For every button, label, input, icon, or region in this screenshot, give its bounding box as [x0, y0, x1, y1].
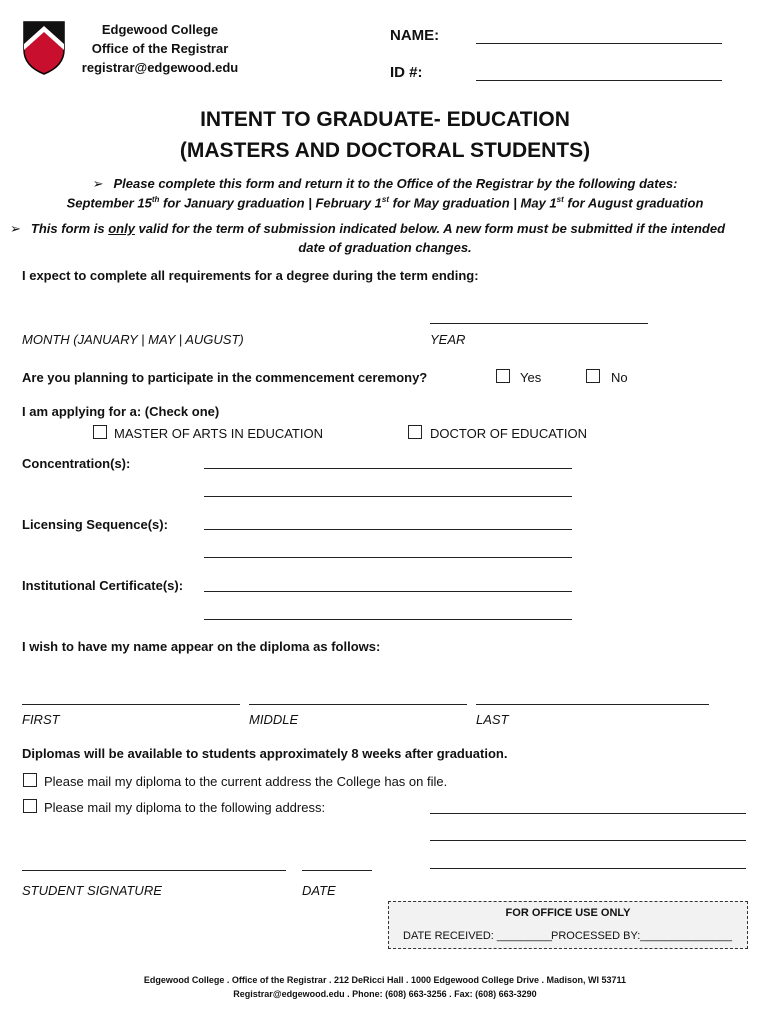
year-field[interactable] [430, 323, 648, 324]
mail-following-checkbox[interactable] [23, 799, 37, 813]
no-label: No [611, 370, 628, 385]
instruction-2: ➢ This form is only valid for the term of submission indicated below. A new form must be submitted if the intended [10, 221, 726, 236]
concentration-field-2[interactable] [204, 496, 572, 497]
processed-by-field[interactable]: PROCESSED BY:_______________ [551, 930, 733, 942]
first-name-field[interactable] [22, 704, 240, 705]
arrow-bullet-icon: ➢ [10, 221, 21, 236]
office-email: registrar@edgewood.edu [81, 60, 239, 75]
diploma-availability: Diplomas will be available to students approximately 8 weeks after graduation. [22, 746, 508, 761]
arrow-bullet-icon: ➢ [92, 176, 104, 191]
no-checkbox[interactable] [586, 369, 600, 383]
concentration-field-1[interactable] [204, 468, 572, 469]
footer-contact: Registrar@edgewood.edu . Phone: (608) 663-3256 . Fax: (608) 663-3290 [233, 989, 537, 999]
yes-checkbox[interactable] [496, 369, 510, 383]
address-field-2[interactable] [430, 840, 746, 841]
signature-field[interactable] [22, 870, 286, 871]
address-field-1[interactable] [430, 813, 746, 814]
last-name-field[interactable] [476, 704, 709, 705]
doctorate-checkbox[interactable] [408, 425, 422, 439]
licensing-field-2[interactable] [204, 557, 572, 558]
form-subtitle: (MASTERS AND DOCTORAL STUDENTS) [179, 139, 591, 162]
masters-checkbox[interactable] [93, 425, 107, 439]
office-use-box [388, 901, 748, 949]
office-name: Office of the Registrar [91, 41, 229, 56]
date-label: DATE [302, 883, 336, 898]
college-name: Edgewood College [101, 22, 219, 37]
footer-address: Edgewood College . Office of the Registrar . 212 DeRicci Hall . 1000 Edgewood College Drive . Madison, WI 53711 [143, 975, 627, 985]
signature-label: STUDENT SIGNATURE [22, 883, 162, 898]
doctorate-label: DOCTOR OF EDUCATION [430, 426, 587, 441]
certificate-field-2[interactable] [204, 619, 572, 620]
mail-current-checkbox[interactable] [23, 773, 37, 787]
instruction-dates: September 15th for January graduation | February 1st for May graduation | May 1st for August graduation [66, 195, 704, 211]
term-prompt: I expect to complete all requirements for a degree during the term ending: [22, 268, 479, 283]
certificate-field-1[interactable] [204, 591, 572, 592]
licensing-label: Licensing Sequence(s): [22, 517, 168, 532]
id-field[interactable] [476, 80, 722, 81]
id-label: ID #: [390, 64, 423, 81]
date-field[interactable] [302, 870, 372, 871]
address-field-3[interactable] [430, 868, 746, 869]
middle-name-field[interactable] [249, 704, 467, 705]
middle-label: MIDDLE [249, 712, 299, 727]
month-label: MONTH (JANUARY | MAY | AUGUST) [22, 332, 244, 347]
form-title: INTENT TO GRADUATE- EDUCATION [200, 108, 570, 131]
office-use-title: FOR OFFICE USE ONLY [505, 907, 631, 919]
last-label: LAST [476, 712, 509, 727]
name-label: NAME: [390, 27, 440, 44]
diploma-name-prompt: I wish to have my name appear on the diploma as follows: [22, 639, 381, 654]
mail-current-label: Please mail my diploma to the current address the College has on file. [44, 774, 448, 789]
licensing-field-1[interactable] [204, 529, 572, 530]
certificate-label: Institutional Certificate(s): [22, 578, 184, 593]
year-label: YEAR [430, 332, 466, 347]
instruction-2-line2: date of graduation changes. [298, 240, 472, 255]
commencement-question: Are you planning to participate in the commencement ceremony? [22, 370, 428, 385]
instruction-1: ➢ Please complete this form and return it to the Office of the Registrar by the following dates: [92, 176, 678, 191]
name-field[interactable] [476, 43, 722, 44]
degree-prompt: I am applying for a: (Check one) [22, 404, 220, 419]
yes-label: Yes [520, 370, 542, 385]
first-label: FIRST [22, 712, 60, 727]
masters-label: MASTER OF ARTS IN EDUCATION [114, 426, 323, 441]
date-received-field[interactable]: DATE RECEIVED: _________ [403, 930, 552, 942]
mail-following-label: Please mail my diploma to the following address: [44, 800, 326, 815]
college-shield-logo [20, 20, 68, 76]
concentration-label: Concentration(s): [22, 456, 131, 471]
